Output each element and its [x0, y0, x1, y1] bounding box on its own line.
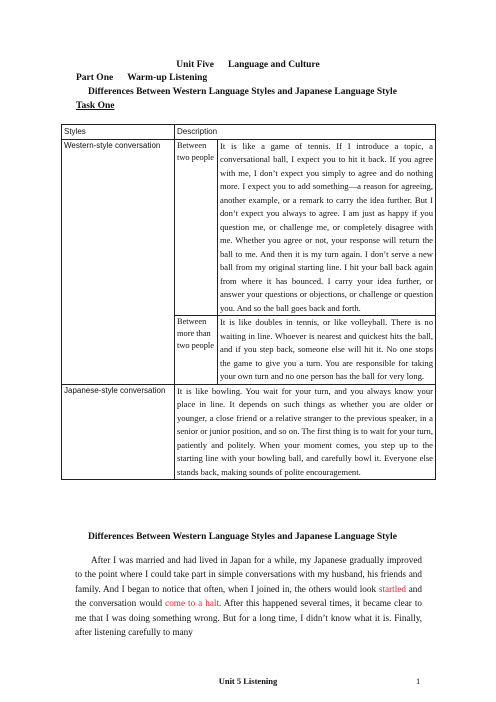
styles-table — [61, 124, 436, 480]
table-header-row — [62, 125, 436, 140]
unit-topic: Language and Culture — [228, 60, 320, 70]
unit-title — [0, 60, 496, 70]
description-japanese: It is like bowling. You wait for your turn, and you always know your place in line. It depends on such things as whether you are older or younger, a close friend or a relative stranger to the previous speaker, in a senior or junior position, and so on. The first thing is to wait for your turn, patiently and politely. When your moment comes, you step up to the starting line with your bowling ball, and carefully bowl it. Everyone else stands back, making sounds of polite encouragement. — [175, 384, 436, 480]
table-row — [62, 139, 436, 316]
page-number: 1 — [416, 676, 421, 686]
table-row — [62, 384, 436, 480]
style-western: Western-style conversation — [62, 139, 175, 384]
style-japanese: Japanese-style conversation — [62, 384, 175, 480]
article-title: Differences Between Western Language Styles and Japanese Language Style — [88, 532, 397, 542]
paragraph-text-3: . After this happened several times, it became clear to me that I was doing something wrong. But for a long time, I didn’t know what it is. Finally, after listening carefully to many — [75, 598, 422, 638]
sub-label-two-people: Between two people — [175, 139, 218, 316]
highlight-come-to-a-halt: come to a halt — [165, 598, 220, 609]
description-two-people: It is like a game of tennis. If I introduce a topic, a conversational ball, I expect you to hit it back. If you agree with me, I don’t expect you simply to agree and do nothing more. I expect you to add something—a reason for agreeing, another example, or a remark to carry the idea further. But I don’t expect you always to agree. I am just as happy if you question me, or challenge me, or completely disagree with me. Whether you agree or not, your response will return the ball to me. And then it is my turn again. I don’t serve a new ball from my original starting line. I hit your ball back again from where it has bounced. I carry your idea further, or answer your questions or objections, or challenge or question you. And so the ball goes back and forth. — [218, 139, 436, 316]
paragraph-text-1: After I was married and had lived in Japan for a while, my Japanese gradually improved to the point where I could take part in simple conversations with my husband, his friends and family. And I began to notice that often, when I joined in, the others would look — [75, 555, 422, 594]
section-subtitle: Differences Between Western Language Styles and Japanese Language Style — [88, 87, 397, 97]
highlight-startled: startled — [378, 583, 406, 594]
part-heading — [76, 73, 207, 83]
footer-label: Unit 5 Listening — [218, 676, 278, 686]
unit-number: Unit Five — [176, 60, 215, 70]
part-number: Part One — [76, 73, 114, 83]
col-header-styles: Styles — [62, 125, 175, 140]
col-header-description: Description — [175, 125, 436, 140]
article-paragraph — [75, 553, 422, 639]
task-heading: Task One — [76, 101, 115, 111]
description-more-people: It is like doubles in tennis, or like volleyball. There is no waiting in line. Whoever is nearest and quickest hits the ball, and if you step back, someone else will hit it. No one stops the game to give you a turn. You are responsible for taking your own turn and no one person has the ball for very long. — [218, 316, 436, 385]
paragraph-text-2: and the conversation would — [75, 583, 422, 609]
part-topic: Warm-up Listening — [127, 73, 208, 83]
sub-label-more-people: Between more than two people — [175, 316, 218, 385]
